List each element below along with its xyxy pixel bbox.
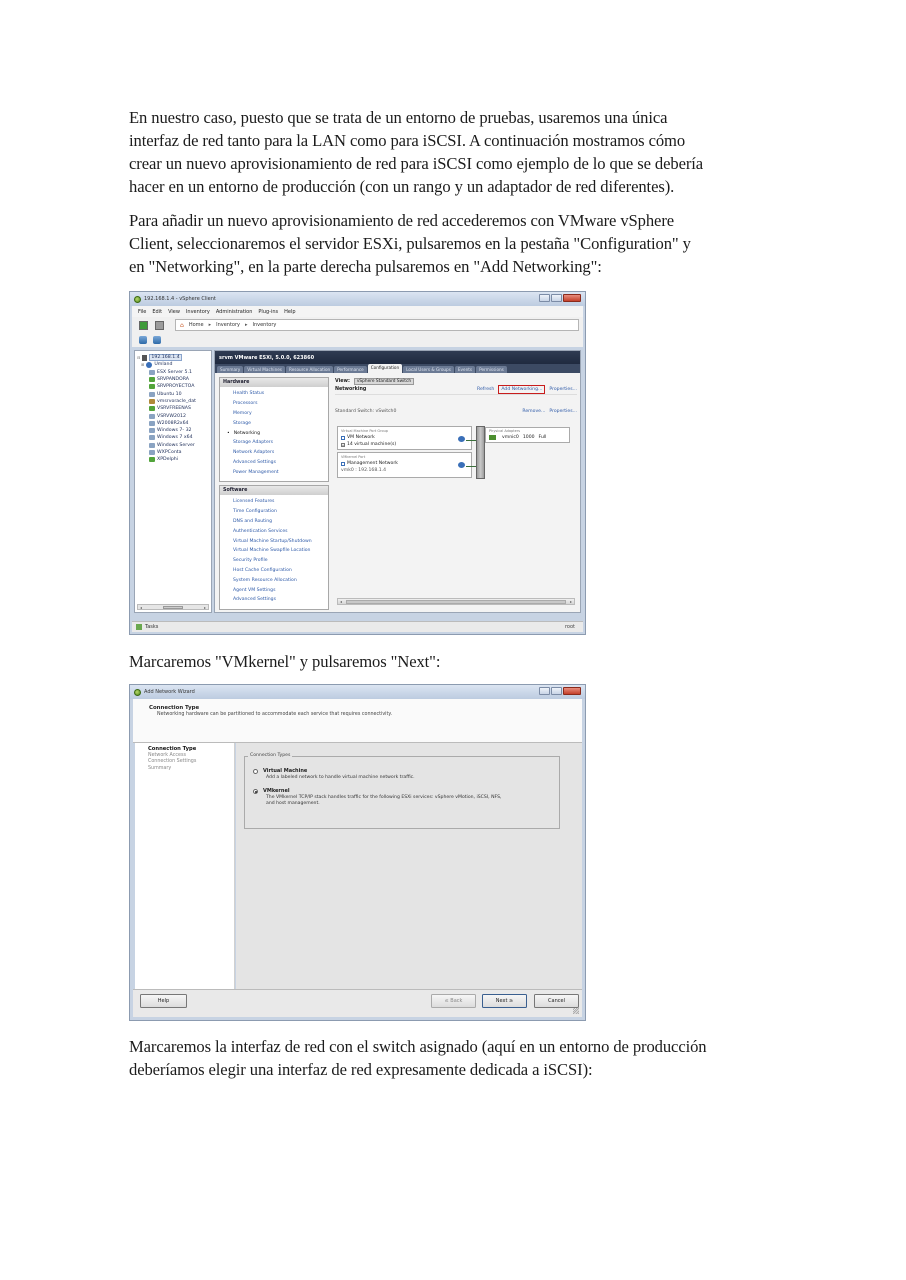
chevron-right-icon: ▸ [208,322,212,328]
scroll-left-icon[interactable]: ◂ [140,604,143,610]
tree-item-vm[interactable]: VSRVW2012 [137,412,209,419]
view-selector [335,377,577,385]
option-description: Add a labeled network to handle virtual machine network traffic. [266,775,415,780]
window-controls [539,687,581,695]
text-line: en "Networking", en la parte derecha pulsaremos en "Add Networking": [129,257,602,276]
horizontal-scrollbar[interactable] [337,598,575,605]
logged-user: root [564,624,575,630]
maximize-button[interactable] [551,294,562,302]
networking-area [335,377,577,608]
link-system-resource-allocation[interactable]: System Resource Allocation [233,577,297,583]
tree-item-vm[interactable]: SRVPROYECTOA [137,383,209,390]
connection-line [466,466,476,467]
link-network-adapters[interactable]: Network Adapters [233,450,275,456]
link-dns-routing[interactable]: DNS and Routing [233,518,273,524]
menu-file[interactable]: File [138,308,147,315]
properties-link[interactable]: Properties... [549,387,577,392]
scroll-right-icon[interactable]: ▸ [203,604,206,610]
tab-bar [215,364,580,373]
text-line: interfaz de red tanto para la LAN como para iSCSI. A continuación mostramos cómo [129,131,686,150]
physical-adapters [485,427,570,443]
vm-port-group [337,426,472,450]
vm-running-icon [149,457,155,462]
link-memory[interactable]: Memory [233,410,252,416]
resource-pool-icon [146,362,152,368]
link-security-profile[interactable]: Security Profile [233,558,268,564]
refresh-icon[interactable] [153,336,161,344]
window-title: 192.168.1.4 - vSphere Client [144,296,216,302]
title-bar [130,685,585,699]
text-line: hacer en un entorno de producción (con un rango y un adaptador de red diferentes). [129,177,675,196]
vm-icon [149,392,155,397]
networking-title: Networking [335,387,367,392]
wizard-footer [133,989,582,1017]
menu-edit[interactable]: Edit [152,308,163,315]
vm-running-icon [149,384,155,389]
option-label[interactable]: Virtual Machine [263,768,308,774]
radio-virtual-machine[interactable] [253,769,258,774]
wizard-header [133,699,582,743]
tasks-icon [136,624,142,630]
menu-administration[interactable]: Administration [215,308,253,315]
paragraph-add-networking [129,209,789,278]
inventory-tree [134,350,212,613]
vmk-ip: vmk0 : 192.168.1.4 [341,468,387,473]
step-summary: Summary [148,765,172,771]
wizard-page-title: Connection Type [149,705,200,711]
link-licensed-features[interactable]: Licensed Features [233,499,275,505]
switch-row [335,409,577,414]
switch-properties-link[interactable]: Properties... [549,409,577,414]
vm-icon [149,428,155,433]
cancel-button[interactable]: Cancel [534,994,579,1008]
tree-item-vm[interactable]: ESX Server 5.1 [137,369,209,376]
text-line: Para añadir un nuevo aprovisionamiento de red accederemos con VMware vSphere [129,211,675,230]
radio-vmkernel[interactable] [253,789,258,794]
vsphere-client-screenshot [129,291,586,635]
window-title: Add Network Wizard [144,689,195,695]
networking-header-row [335,385,577,395]
paragraph-intro [129,106,789,198]
vm-icon [149,414,155,419]
tab-events[interactable]: Events [455,366,475,373]
wizard-content [236,743,582,989]
option-vmkernel[interactable] [253,787,551,795]
option-virtual-machine[interactable] [253,767,551,775]
port-type-label: VMkernel Port [341,455,366,459]
nav-toolbar [132,317,583,333]
text-line: En nuestro caso, puesto que se trata de un entorno de pruebas, usaremos una única [129,108,668,127]
tab-local-users-groups[interactable]: Local Users & Groups [403,366,454,373]
tree-item-vm[interactable]: SRVPANDORA [137,376,209,383]
text-line: crear un nuevo aprovisionamiento de red para iSCSI como ejemplo de lo que se debería [129,154,704,173]
vm-icon [149,370,155,375]
tab-performance[interactable]: Performance [334,366,367,373]
status-bar [132,621,583,632]
minimize-button[interactable] [539,294,550,302]
back-arrow-icon[interactable] [139,321,148,330]
scroll-thumb[interactable] [163,606,183,609]
wizard-app-icon [134,689,141,696]
link-processors[interactable]: Processors [233,401,258,407]
vmnic-name[interactable]: vmnic0 [502,435,519,440]
close-button[interactable] [563,687,581,695]
tree-item-vm[interactable]: Windows 7 x64 [137,434,209,441]
switch-label: Standard Switch: vSwitch0 [335,409,397,414]
configuration-body [215,373,580,612]
window-controls [539,294,581,302]
forward-arrow-icon[interactable] [155,321,164,330]
wizard-page-subtitle: Networking hardware can be partitioned to accommodate each service that requires connectivity. [157,712,393,717]
tree-item-vm[interactable]: XPDelphi [137,456,209,463]
chevron-right-icon: ▸ [244,322,248,328]
step-network-access: Network Access [148,752,186,758]
tab-virtual-machines[interactable]: Virtual Machines [244,366,285,373]
add-network-wizard-screenshot [129,684,586,1021]
link-storage[interactable]: Storage [233,420,251,426]
minimize-button[interactable] [539,687,550,695]
scroll-thumb[interactable] [346,600,566,604]
resize-grip-icon[interactable] [573,1008,579,1014]
vmnic-speed: 1000 [522,435,535,440]
text-line: Marcaremos la interfaz de red con el switch asignado (aquí en un entorno de producción [129,1037,707,1056]
physical-nic-icon [489,435,496,440]
vm-icon [149,421,155,426]
host-header: srvm VMware ESXi, 5.0.0, 623860 [215,351,580,364]
next-button[interactable]: Next ≥ [482,994,527,1008]
main-pane [214,350,581,613]
paragraph-select-interface [129,1035,789,1081]
vm-icon [149,443,155,448]
host-icon [142,355,147,361]
view-standard-switch-button[interactable]: vSphere Standard Switch [354,378,414,385]
group-label: Connection Types [250,753,291,758]
link-vm-startup-shutdown[interactable]: Virtual Machine Startup/Shutdown [233,538,312,544]
network-card-icon[interactable] [458,462,465,468]
vm-running-icon [149,406,155,411]
menu-view[interactable]: View [168,308,180,315]
tree-item-vm[interactable]: Windows Server [137,442,209,449]
tree-item-datacenter[interactable]: ⊞ Umland [141,362,173,368]
physical-adapters-label: Physical Adapters [489,429,521,433]
vmkernel-port [337,452,472,478]
close-button[interactable] [563,294,581,302]
link-vm-swapfile-location[interactable]: Virtual Machine Swapfile Location [233,548,311,554]
step-connection-type: Connection Type [148,746,197,752]
refresh-link[interactable]: Refresh [477,387,495,392]
port-group-icon [341,436,345,440]
description-line: and host management. [266,801,320,806]
link-authentication-services[interactable]: Authentication Services [233,528,288,534]
tree-item-host[interactable]: ⊟ 192.168.1.4 [137,355,180,361]
description-line: The VMkernel TCP/IP stack handles traffic for the following ESXi services: vSphere vMotion, iSCSI, NFS, [266,795,502,800]
view-label: View: [335,378,350,384]
tasks-button[interactable]: Tasks [145,624,159,630]
hardware-panel [219,377,329,482]
scroll-left-icon[interactable]: ◂ [340,599,343,604]
option-label[interactable]: VMkernel [263,788,290,794]
port-group-icon [341,462,345,466]
vmnic-duplex: Full [538,435,547,440]
remove-link[interactable]: Remove... [522,409,546,414]
vm-warning-icon [149,399,155,404]
paragraph-select-vmkernel [129,650,789,673]
link-advanced-settings[interactable]: Advanced Settings [233,459,276,465]
vm-icon [149,435,155,440]
tab-permissions[interactable]: Permissions [476,366,507,373]
connection-line [466,440,476,441]
tab-configuration[interactable]: Configuration [368,364,402,373]
help-button[interactable]: Help [140,994,187,1008]
management-network-label[interactable]: Management Network [347,461,398,466]
add-host-icon[interactable] [139,336,147,344]
link-health-status[interactable]: Health Status [233,391,265,397]
step-connection-settings: Connection Settings [148,759,197,764]
software-panel [219,485,329,610]
tree-horizontal-scrollbar[interactable] [137,604,209,610]
network-card-icon[interactable] [458,436,465,442]
menu-bar [132,306,583,317]
tab-resource-allocation[interactable]: Resource Allocation [286,366,333,373]
wizard-steps [135,743,235,989]
menu-inventory[interactable]: Inventory [185,308,210,315]
link-storage-adapters[interactable]: Storage Adapters [233,440,274,446]
link-networking[interactable]: • Networking [220,428,328,438]
text-line: deberíamos elegir una interfaz de red expresamente dedicada a iSCSI): [129,1060,593,1079]
vswitch-bar [476,426,485,479]
link-host-cache-configuration[interactable]: Host Cache Configuration [233,567,292,573]
port-group-type-label: Virtual Machine Port Group [341,429,389,433]
tree-item-vm[interactable]: WXPConta [137,449,209,456]
add-networking-link[interactable]: Add Networking... [498,385,545,394]
software-header: Software [220,486,328,495]
link-time-configuration[interactable]: Time Configuration [233,509,277,515]
action-toolbar [132,333,583,347]
breadcrumb-inventory[interactable]: Inventory [216,322,240,328]
tab-summary[interactable]: Summary [217,366,243,373]
link-advanced-settings-sw[interactable]: Advanced Settings [233,597,276,603]
hardware-header: Hardware [220,378,328,387]
link-agent-vm-settings[interactable]: Agent VM Settings [233,587,276,593]
scroll-right-icon[interactable]: ▸ [569,599,572,604]
text-line: Marcaremos "VMkernel" y pulsaremos "Next": [129,652,441,671]
vm-network-label[interactable]: VM Network [347,435,375,440]
collapse-icon[interactable]: ⊟ [137,355,141,361]
expand-icon[interactable]: + [341,442,345,447]
maximize-button[interactable] [551,687,562,695]
link-power-management[interactable]: Power Management [233,469,279,475]
breadcrumb-home[interactable]: Home [188,322,204,328]
connection-types-group [244,753,560,829]
vm-count: 14 virtual machine(s) [347,442,397,447]
breadcrumb-inventory-2[interactable]: Inventory [252,322,277,328]
expand-icon[interactable]: ⊞ [141,362,145,368]
tree-item-vm[interactable]: W2008R2x64 [137,420,209,427]
option-description [253,795,551,807]
home-icon: ⌂ [180,321,184,329]
tree-item-vm[interactable]: Ubuntu 10 [137,390,209,397]
text-line: Client, seleccionaremos el servidor ESXi, pulsaremos en la pestaña "Configuration" y [129,234,691,253]
tree-item-vm[interactable]: Windows 7- 32 [137,427,209,434]
vm-running-icon [149,377,155,382]
menu-help[interactable]: Help [284,308,296,315]
breadcrumb [175,319,579,331]
menu-plugins[interactable]: Plug-ins [258,308,279,315]
vm-icon [149,450,155,455]
tree-item-vm[interactable]: vmsrvoracle_dat [137,398,209,405]
title-bar [130,292,585,306]
vsphere-app-icon [134,296,141,303]
back-button[interactable]: ≤ Back [431,994,476,1008]
tree-item-vm[interactable]: VSRVFREENAS [137,405,209,412]
